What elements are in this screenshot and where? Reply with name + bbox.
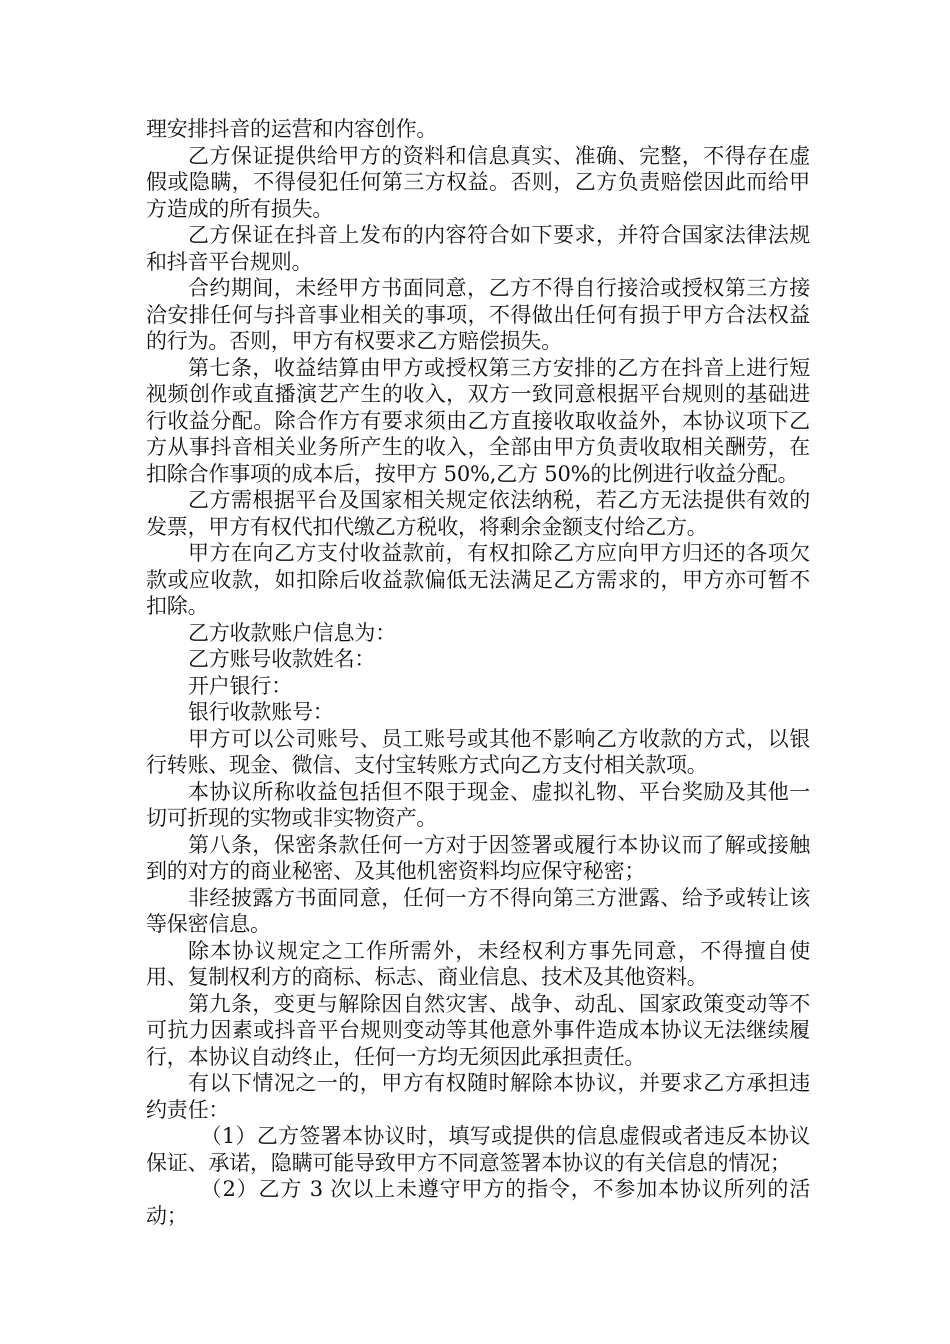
paragraph: 有以下情况之一的，甲方有权随时解除本协议，并要求乙方承担违约责任： — [146, 1071, 810, 1122]
article-7-paragraph: 第七条，收益结算由甲方或授权第三方安排的乙方在抖音上进行短视频创作或直播演艺产生的收入，双方一致同意根据平台规则的基础进行收益分配。除合作方有要求须由乙方直接收取收益外，本协议项下乙方从事抖音相关业务所产生的收入，全部由甲方负责收取相关酬劳，在扣除合作事项的成本后，按甲方 50%,乙方 50%的比例进行收益分配。 — [146, 355, 810, 486]
account-name-field: 乙方账号收款姓名： — [188, 647, 376, 671]
bank-field: 开户银行： — [188, 673, 292, 698]
article-8-paragraph: 第八条，保密条款任何一方对于因签署或履行本协议而了解或接触到的对方的商业秘密、及其他机密资料均应保守秘密； — [146, 832, 810, 883]
paragraph: 本协议所称收益包括但不限于现金、虚拟礼物、平台奖励及其他一切可折现的实物或非实物资产。 — [146, 779, 810, 830]
paragraph: 乙方保证提供给甲方的资料和信息真实、准确、完整，不得存在虚假或隐瞒，不得侵犯任何第三方权益。否则，乙方负责赔偿因此而给甲方造成的所有损失。 — [146, 143, 810, 221]
article-9-paragraph: 第九条，变更与解除因自然灾害、战争、动乱、国家政策变动等不可抗力因素或抖音平台规则变动等其他意外事件造成本协议无法继续履行，本协议自动终止，任何一方均无须因此承担责任。 — [146, 991, 810, 1069]
document-body — [146, 116, 810, 1229]
paragraph: 合约期间，未经甲方书面同意，乙方不得自行接洽或授权第三方接洽安排任何与抖音事业相关的事项，不得做出任何有损于甲方合法权益的行为。否则，甲方有权要求乙方赔偿损失。 — [146, 276, 810, 353]
paragraph: 甲方在向乙方支付收益款前，有权扣除乙方应向甲方归还的各项欠款或应收款，如扣除后收益款偏低无法满足乙方需求的，甲方亦可暂不扣除。 — [146, 541, 810, 618]
account-info-heading: 乙方收款账户信息为： — [188, 620, 396, 645]
paragraph: 理安排抖音的运营和内容创作。 — [146, 117, 438, 141]
paragraph: 除本协议规定之工作所需外，未经权利方事先同意，不得擅自使用、复制权利方的商标、标志、商业信息、技术及其他资料。 — [146, 938, 810, 989]
account-number-field: 银行收款账号： — [188, 700, 334, 724]
list-item: （1）乙方签署本协议时，填写或提供的信息虚假或者违反本协议保证、承诺，隐瞒可能导致甲方不同意签署本协议的有关信息的情况； — [146, 1124, 810, 1175]
list-item: （2）乙方 3 次以上未遵守甲方的指令，不参加本协议所列的活动； — [146, 1177, 810, 1228]
paragraph: 甲方可以公司账号、员工账号或其他不影响乙方收款的方式，以银行转账、现金、微信、支付宝转账方式向乙方支付相关款项。 — [146, 726, 810, 777]
paragraph: 乙方需根据平台及国家相关规定依法纳税，若乙方无法提供有效的发票，甲方有权代扣代缴乙方税收，将剩余金额支付给乙方。 — [146, 488, 810, 539]
paragraph: 非经披露方书面同意，任何一方不得向第三方泄露、给予或转让该等保密信息。 — [146, 885, 810, 936]
paragraph: 乙方保证在抖音上发布的内容符合如下要求，并符合国家法律法规和抖音平台规则。 — [146, 223, 810, 274]
